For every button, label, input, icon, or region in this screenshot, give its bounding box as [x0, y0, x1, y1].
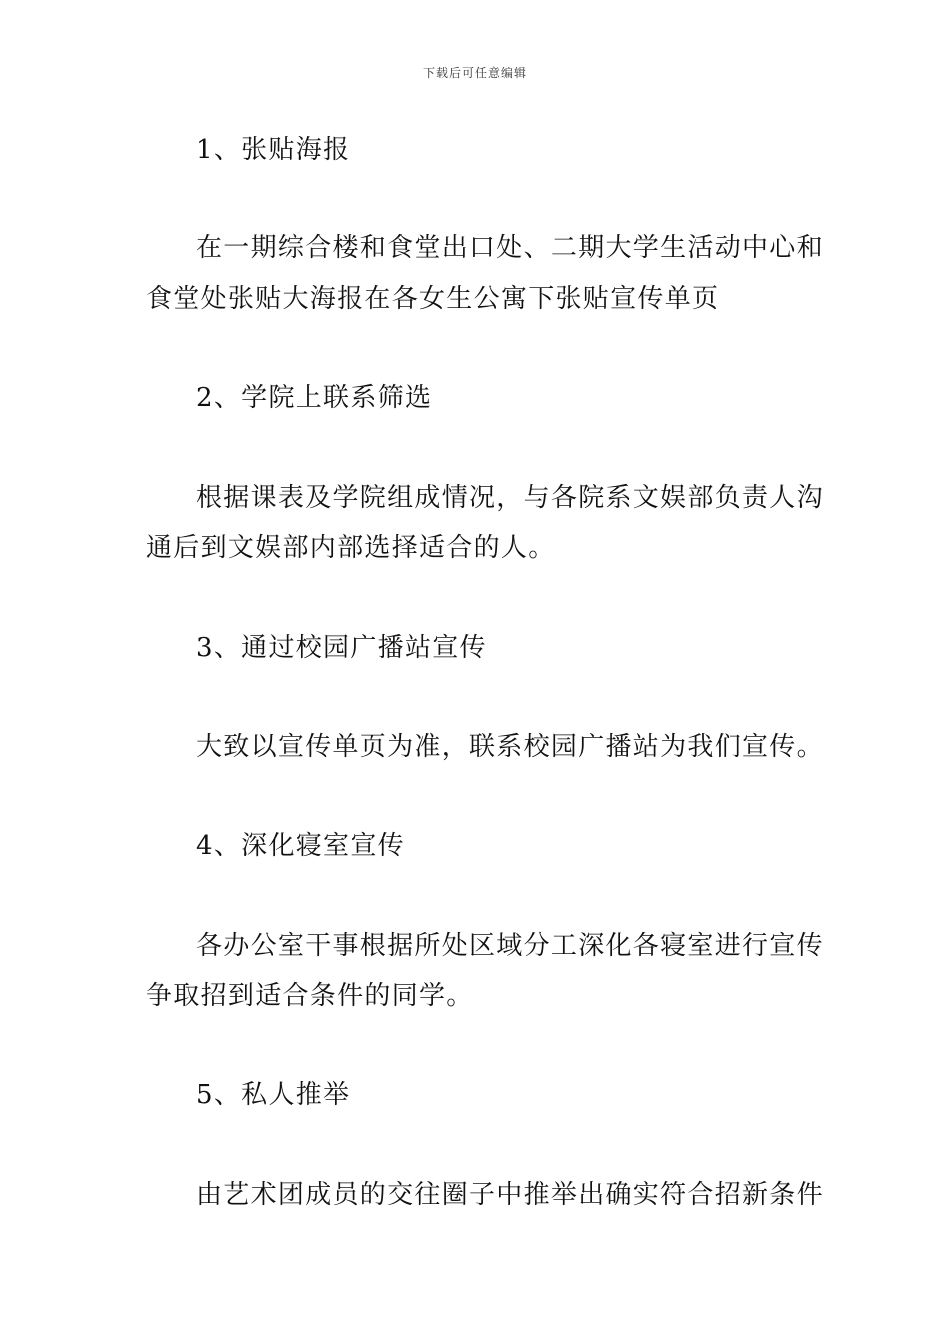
- section-body-4-line-1: 各办公室干事根据所处区域分工深化各寝室进行宣传: [196, 931, 824, 961]
- page-header: 下载后可任意编辑: [422, 66, 527, 80]
- section-heading-4: 4、深化寝室宣传: [196, 831, 405, 861]
- section-body-2-line-1: 根据课表及学院组成情况，与各院系文娱部负责人沟: [196, 483, 824, 513]
- section-heading-3: 3、通过校园广播站宣传: [196, 633, 487, 663]
- section-body-4-line-2: 争取招到适合条件的同学。: [146, 981, 474, 1011]
- section-body-1-line-2: 食堂处张贴大海报在各女生公寓下张贴宣传单页: [146, 284, 720, 314]
- section-heading-5: 5、私人推举: [196, 1080, 351, 1110]
- section-body-2-line-2: 通后到文娱部内部选择适合的人。: [146, 533, 556, 563]
- section-body-3-line-1: 大致以宣传单页为准，联系校园广播站为我们宣传。: [196, 732, 824, 762]
- section-heading-2: 2、学院上联系筛选: [196, 383, 433, 413]
- section-heading-1: 1、张贴海报: [196, 135, 351, 165]
- section-body-5-line-1: 由艺术团成员的交往圈子中推举出确实符合招新条件: [196, 1180, 824, 1210]
- section-body-1-line-1: 在一期综合楼和食堂出口处、二期大学生活动中心和: [196, 233, 824, 263]
